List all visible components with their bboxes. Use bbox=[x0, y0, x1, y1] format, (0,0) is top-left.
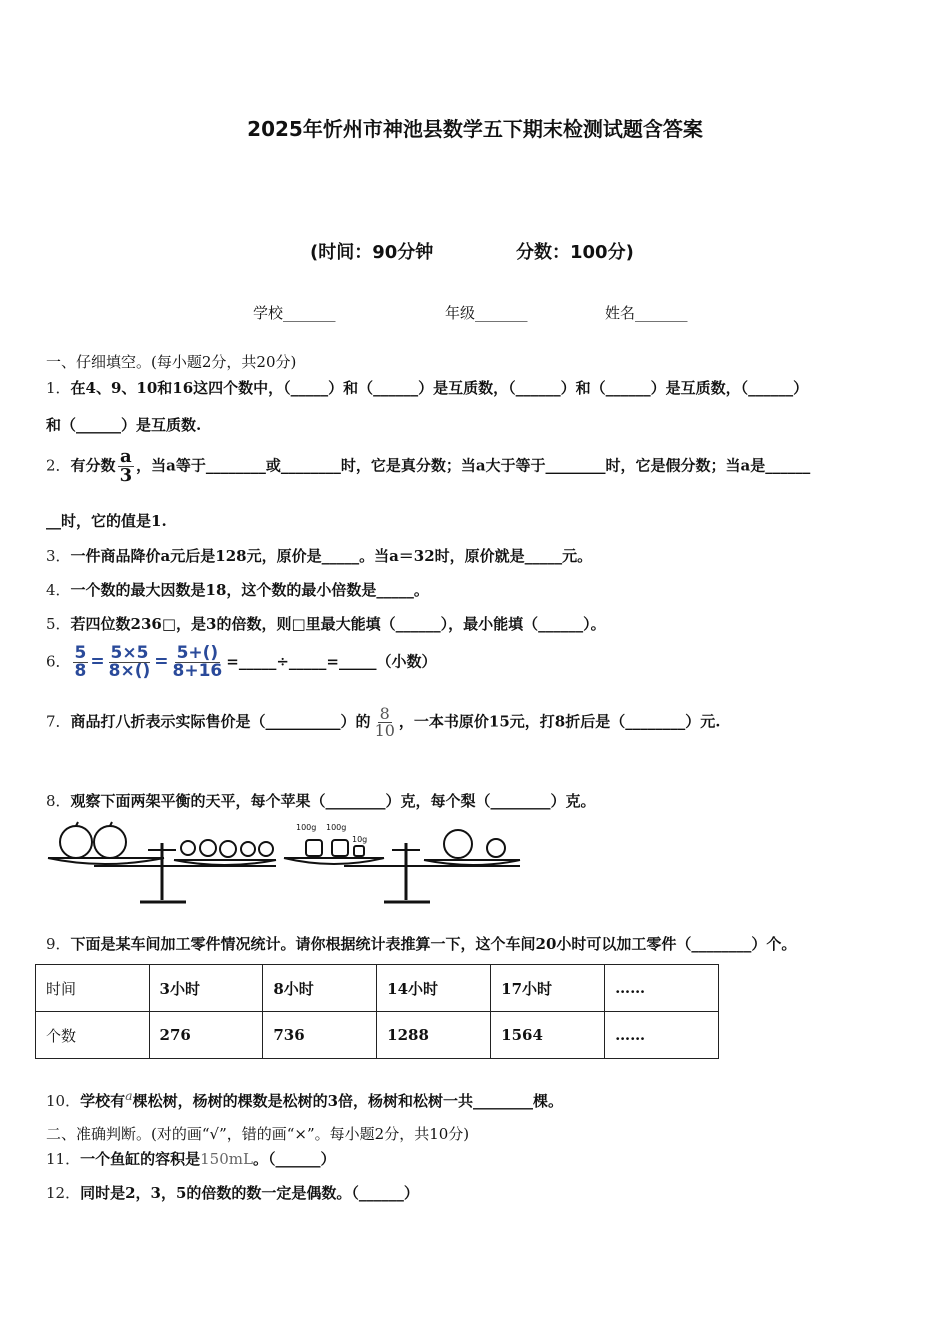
question-1 bbox=[46, 377, 808, 398]
apple-icon bbox=[444, 830, 472, 858]
pear-icon bbox=[487, 839, 505, 857]
variable-a: a bbox=[125, 1088, 133, 1103]
balance-scales-illustration bbox=[44, 818, 524, 910]
weight-icon bbox=[354, 846, 364, 856]
question-number: 1． bbox=[46, 379, 71, 397]
fraction-5plus bbox=[171, 645, 225, 680]
weight-label-100g: 100g bbox=[296, 823, 317, 832]
question-text: 一件商品降价a元后是128元，原价是_____。当a＝32时，原价就是_____元。 bbox=[70, 547, 593, 565]
table-cell: 276 bbox=[149, 1012, 263, 1059]
apple-icon bbox=[94, 826, 126, 858]
question-number: 9． bbox=[46, 935, 71, 953]
question-text-b: ，一本书原价15元，打8折后是（________）元. bbox=[398, 712, 721, 731]
exam-time: (时间：90分钟 bbox=[310, 242, 434, 263]
question-6 bbox=[46, 645, 436, 680]
question-text: ，当a等于________或________时，它是真分数；当a大于等于________时，它是假分数；当a是______ bbox=[136, 456, 811, 475]
question-text: 若四位数236□，是3的倍数，则□里最大能填（______），最小能填（______）。 bbox=[70, 615, 606, 633]
equals-sign: = bbox=[90, 651, 105, 672]
question-text-b: 棵松树，杨树的棵数是松树的3倍，杨树和松树一共________棵。 bbox=[132, 1092, 564, 1110]
weight-label-10g: 10g bbox=[352, 835, 368, 844]
question-number: 2． bbox=[46, 456, 71, 475]
table-cell: 个数 bbox=[36, 1012, 150, 1059]
table-cell: …… bbox=[605, 1012, 719, 1059]
fraction-denominator: 10 bbox=[374, 721, 395, 740]
question-text-a: 学校有 bbox=[80, 1092, 126, 1110]
question-12 bbox=[46, 1182, 419, 1203]
fraction-denominator: 8 bbox=[74, 661, 87, 681]
question-text: =_____÷_____=_____（小数） bbox=[226, 652, 437, 671]
fraction-5x5 bbox=[107, 645, 153, 680]
question-text: 观察下面两架平衡的天平，每个苹果（________）克，每个梨（________）克。 bbox=[70, 792, 596, 810]
fraction-numerator: 8 bbox=[379, 704, 390, 723]
fraction-denominator: 3 bbox=[119, 465, 133, 486]
equals-sign: = bbox=[154, 651, 169, 672]
table-cell: 3小时 bbox=[149, 965, 263, 1012]
question-11 bbox=[46, 1148, 335, 1169]
pear-icon bbox=[181, 841, 195, 855]
table-row bbox=[36, 1012, 719, 1059]
fraction-numerator: a bbox=[119, 446, 132, 467]
question-5 bbox=[46, 613, 606, 634]
exam-score: 分数：100分) bbox=[516, 242, 634, 263]
question-number: 7． bbox=[46, 712, 71, 731]
apple-icon bbox=[60, 826, 92, 858]
question-7 bbox=[46, 706, 720, 739]
question-text: 下面是某车间加工零件情况统计。请你根据统计表推算一下，这个车间20小时可以加工零件（________）个。 bbox=[70, 935, 797, 953]
question-number: 6． bbox=[46, 652, 71, 671]
fraction-numerator: 5×5 bbox=[110, 643, 149, 663]
page-title: 2025年忻州市神池县数学五下期末检测试题含答案 bbox=[247, 117, 703, 141]
pear-icon bbox=[220, 841, 236, 857]
production-table bbox=[35, 964, 719, 1059]
question-number: 4． bbox=[46, 581, 71, 599]
weight-icon bbox=[332, 840, 348, 856]
name-field: 姓名_______ bbox=[605, 304, 688, 322]
table-cell: 14小时 bbox=[377, 965, 491, 1012]
question-number: 12． bbox=[46, 1184, 81, 1202]
table-cell: …… bbox=[605, 965, 719, 1012]
pear-icon bbox=[259, 842, 273, 856]
fraction-5-8 bbox=[73, 645, 89, 680]
school-field: 学校_______ bbox=[253, 304, 336, 322]
question-number: 10． bbox=[46, 1092, 81, 1110]
left-balance-scale bbox=[48, 822, 276, 902]
question-3 bbox=[46, 545, 592, 566]
fraction-numerator: 5 bbox=[74, 643, 87, 663]
pear-icon bbox=[241, 842, 255, 856]
right-balance-scale bbox=[284, 830, 520, 902]
question-number: 3． bbox=[46, 547, 71, 565]
question-2-cont: __时，它的值是1. bbox=[46, 512, 167, 530]
fraction-denominator: 8+16 bbox=[172, 661, 223, 681]
table-cell: 8小时 bbox=[263, 965, 377, 1012]
question-2 bbox=[46, 448, 810, 485]
table-row bbox=[36, 965, 719, 1012]
question-10 bbox=[46, 1088, 563, 1111]
section-2-heading: 二、准确判断。(对的画“√”，错的画“×”。每小题2分，共10分) bbox=[46, 1125, 470, 1143]
fraction-8-10 bbox=[373, 706, 397, 739]
section-1-heading: 一、仔细填空。(每小题2分，共20分) bbox=[46, 353, 297, 371]
volume-value: 150mL bbox=[200, 1150, 253, 1168]
weight-icon bbox=[306, 840, 322, 856]
grade-field: 年级_______ bbox=[445, 304, 528, 322]
fraction-a-over-3 bbox=[118, 448, 135, 485]
table-cell: 736 bbox=[263, 1012, 377, 1059]
pear-icon bbox=[200, 840, 216, 856]
table-cell: 1564 bbox=[491, 1012, 605, 1059]
table-cell: 时间 bbox=[36, 965, 150, 1012]
question-4 bbox=[46, 579, 429, 600]
table-cell: 1288 bbox=[377, 1012, 491, 1059]
question-text-a: 一个鱼缸的容积是 bbox=[80, 1150, 201, 1168]
question-text-a: 商品打八折表示实际售价是（__________）的 bbox=[70, 712, 371, 731]
question-text-b: 。（______） bbox=[252, 1150, 336, 1168]
question-number: 5． bbox=[46, 615, 71, 633]
question-number: 11． bbox=[46, 1150, 81, 1168]
weight-label-100g: 100g bbox=[326, 823, 347, 832]
question-text: 在4、9、10和16这四个数中，（_____）和（______）是互质数，（______）和（______）是互质数，（______） bbox=[70, 379, 809, 397]
question-text: 一个数的最大因数是18，这个数的最小倍数是_____。 bbox=[70, 581, 429, 599]
fraction-numerator: 5+() bbox=[176, 643, 219, 663]
question-number: 8． bbox=[46, 792, 71, 810]
question-1-cont: 和（______）是互质数. bbox=[46, 416, 202, 434]
table-cell: 17小时 bbox=[491, 965, 605, 1012]
question-text: 同时是2，3，5的倍数的数一定是偶数。（______） bbox=[80, 1184, 419, 1202]
question-8 bbox=[46, 790, 596, 811]
question-text-pre: 有分数 bbox=[70, 456, 116, 475]
question-9 bbox=[46, 933, 796, 954]
fraction-denominator: 8×() bbox=[108, 661, 151, 681]
